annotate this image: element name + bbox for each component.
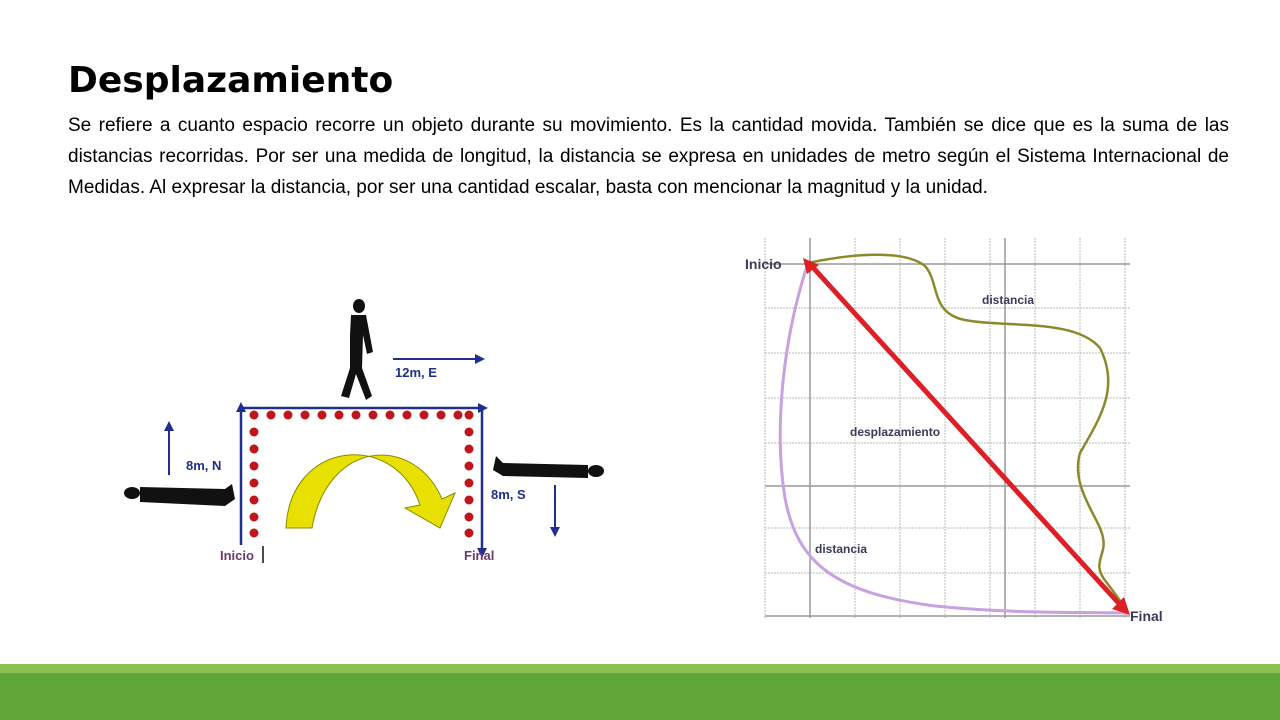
displacement-label: desplazamiento — [850, 425, 941, 439]
path-end-label: Final — [464, 548, 495, 563]
grid-end-label: Final — [1130, 608, 1163, 624]
path-start-label: Inicio — [220, 548, 254, 563]
grid-start-label: Inicio — [745, 256, 782, 272]
east-label: 12m, E — [395, 365, 437, 380]
footer-accent-bar — [0, 664, 1280, 673]
north-arrow-icon — [164, 421, 174, 475]
south-arrow-icon — [550, 485, 560, 537]
distance-label-bottom: distancia — [815, 542, 868, 556]
slide-body-text: Se refiere a cuanto espacio recorre un objeto durante su movimiento. Es la cantidad movida. También se dice que es la suma de las distancias recorridas. Por ser una medida de longitud, la distancia se expresa en unidades de metro según el Sistema Internacional de Medidas. Al expresar la distancia, por ser una cantidad escalar, basta con mencionar la magnitud y la unidad. — [68, 115, 1229, 198]
south-label: 8m, S — [491, 487, 526, 502]
walk-path-line — [236, 402, 488, 558]
displacement-grid-diagram — [735, 238, 1185, 638]
grid-major-lines — [765, 238, 1130, 618]
lying-person-right-icon — [493, 456, 604, 478]
curved-yellow-arrow-icon — [286, 455, 455, 528]
walking-person-icon — [341, 299, 373, 400]
walk-path-diagram — [110, 290, 620, 575]
east-arrow-icon — [393, 354, 485, 364]
slide-title: Desplazamiento — [68, 60, 394, 101]
lying-person-left-icon — [124, 484, 235, 506]
grid-lines — [765, 238, 1130, 618]
north-label: 8m, N — [186, 458, 222, 473]
footer-bar — [0, 673, 1280, 720]
distance-label-top: distancia — [982, 293, 1035, 307]
